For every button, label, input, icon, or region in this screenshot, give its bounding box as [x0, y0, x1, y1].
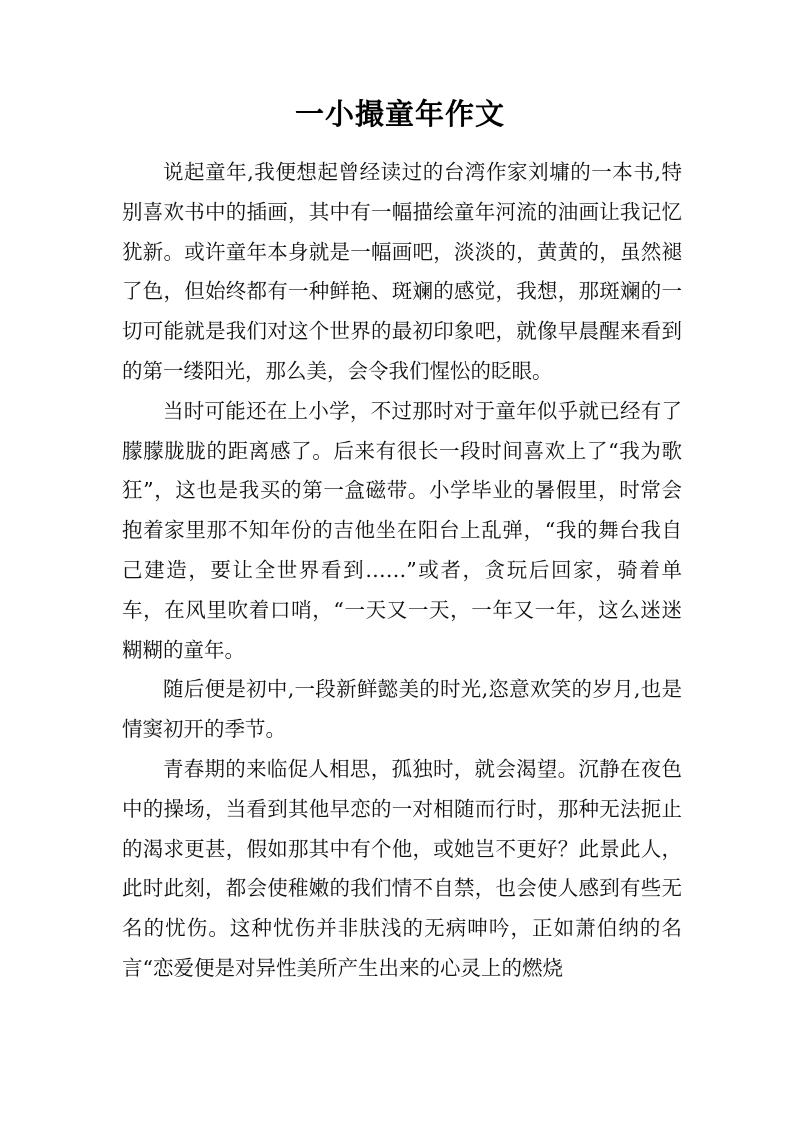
paragraph: 当时可能还在上小学，不过那时对于童年似乎就已经有了朦朦胧胧的距离感了。后来有很长一段时间喜欢上了“我为歌狂”，这也是我买的第一盒磁带。小学毕业的暑假里，时常会抱着家里那不知年份的吉他坐在阳台上乱弹，“我的舞台我自己建造，要让全世界看到……”或者，贪玩后回家，骑着单车，在风里吹着口哨，“一天又一天，一年又一年，这么迷迷糊糊的童年。	[122, 398, 682, 662]
paragraph: 随后便是初中,一段新鲜懿美的时光,恣意欢笑的岁月,也是情窦初开的季节。	[122, 677, 682, 742]
document-title: 一小撮童年作文	[294, 97, 505, 131]
paragraph: 说起童年,我便想起曾经读过的台湾作家刘墉的一本书,特别喜欢书中的插画，其中有一幅描绘童年河流的油画让我记忆犹新。或许童年本身就是一幅画吧，淡淡的，黄黄的，虽然褪了色，但始终都有一种鲜艳、斑斓的感觉，我想，那斑斓的一切可能就是我们对这个世界的最初印象吧，就像早晨醒来看到的第一缕阳光，那么美，会令我们惺忪的眨眼。	[122, 160, 682, 383]
paragraph: 青春期的来临促人相思，孤独时，就会渴望。沉静在夜色中的操场，当看到其他早恋的一对相随而行时，那种无法扼止的渴求更甚，假如那其中有个他，或她岂不更好？此景此人，此时此刻，都会使稚嫩的我们情不自禁，也会使人感到有些无名的忧伤。这种忧伤并非肤浅的无病呻吟，正如萧伯纳的名言“恋爱便是对异性美所产生出来的心灵上的燃烧	[122, 756, 682, 980]
document-body	[122, 153, 682, 989]
